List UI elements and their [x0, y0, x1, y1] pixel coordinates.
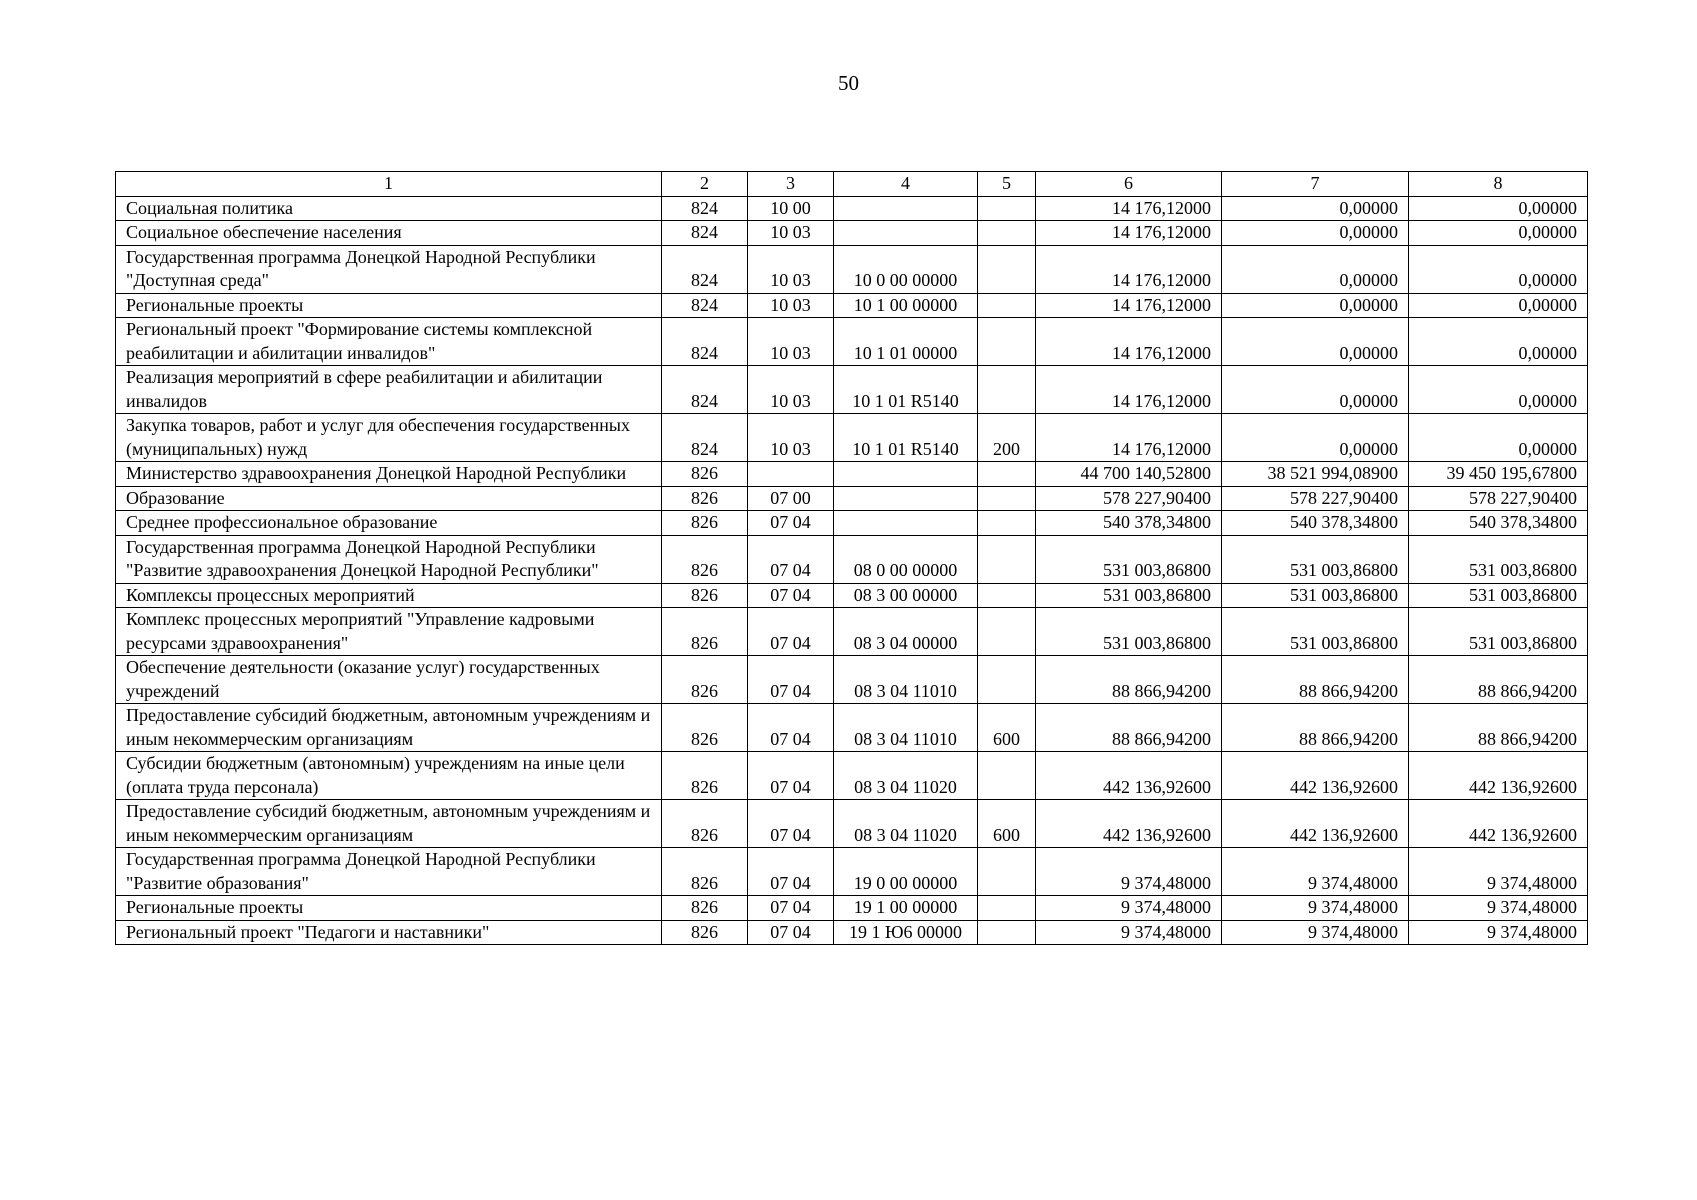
cell-amount-year-2: 442 136,92600: [1222, 752, 1409, 800]
cell-section-code: 07 04: [748, 800, 834, 848]
table-row: [116, 704, 1588, 752]
cell-amount-year-2: 9 374,48000: [1222, 848, 1409, 896]
cell-amount-year-3: 578 227,90400: [1409, 486, 1588, 511]
table-row: [116, 800, 1588, 848]
cell-section-code: 07 04: [748, 896, 834, 921]
cell-expense-type: [978, 535, 1036, 583]
cell-admin-code: 826: [662, 486, 748, 511]
cell-amount-year-1: 14 176,12000: [1036, 366, 1222, 414]
cell-amount-year-3: 39 450 195,67800: [1409, 462, 1588, 487]
table-row: [116, 896, 1588, 921]
cell-admin-code: 826: [662, 608, 748, 656]
cell-amount-year-1: 9 374,48000: [1036, 896, 1222, 921]
cell-admin-code: 826: [662, 583, 748, 608]
cell-admin-code: 826: [662, 848, 748, 896]
cell-name: Министерство здравоохранения Донецкой Народной Республики: [116, 462, 662, 487]
cell-amount-year-3: 442 136,92600: [1409, 800, 1588, 848]
cell-section-code: 07 04: [748, 583, 834, 608]
cell-amount-year-2: 0,00000: [1222, 318, 1409, 366]
cell-amount-year-3: 9 374,48000: [1409, 896, 1588, 921]
cell-target-article: 19 1 Ю6 00000: [834, 920, 978, 945]
table-row: [116, 535, 1588, 583]
cell-expense-type: [978, 318, 1036, 366]
cell-name: Закупка товаров, работ и услуг для обеспечения государственных (муниципальных) нужд: [116, 414, 662, 462]
column-header: 2: [662, 172, 748, 197]
cell-name: Комплексы процессных мероприятий: [116, 583, 662, 608]
cell-expense-type: [978, 608, 1036, 656]
cell-section-code: 07 04: [748, 848, 834, 896]
cell-expense-type: [978, 486, 1036, 511]
cell-admin-code: 826: [662, 896, 748, 921]
cell-amount-year-3: 442 136,92600: [1409, 752, 1588, 800]
table-row: [116, 196, 1588, 221]
cell-admin-code: 826: [662, 800, 748, 848]
cell-amount-year-2: 0,00000: [1222, 221, 1409, 246]
cell-amount-year-2: 88 866,94200: [1222, 704, 1409, 752]
cell-amount-year-1: 14 176,12000: [1036, 414, 1222, 462]
cell-amount-year-2: 0,00000: [1222, 414, 1409, 462]
cell-name: Реализация мероприятий в сфере реабилитации и абилитации инвалидов: [116, 366, 662, 414]
cell-expense-type: [978, 752, 1036, 800]
cell-amount-year-1: 14 176,12000: [1036, 318, 1222, 366]
cell-name: Предоставление субсидий бюджетным, автономным учреждениям и иным некоммерческим организациям: [116, 800, 662, 848]
cell-target-article: 19 1 00 00000: [834, 896, 978, 921]
cell-amount-year-1: 44 700 140,52800: [1036, 462, 1222, 487]
cell-target-article: [834, 196, 978, 221]
cell-target-article: 08 3 04 11010: [834, 704, 978, 752]
cell-expense-type: [978, 196, 1036, 221]
cell-target-article: 08 3 04 11020: [834, 752, 978, 800]
table-row: [116, 656, 1588, 704]
cell-amount-year-1: 442 136,92600: [1036, 752, 1222, 800]
cell-amount-year-3: 531 003,86800: [1409, 608, 1588, 656]
cell-target-article: 19 0 00 00000: [834, 848, 978, 896]
cell-section-code: 07 04: [748, 752, 834, 800]
cell-section-code: 07 04: [748, 511, 834, 536]
cell-section-code: 07 04: [748, 656, 834, 704]
table-row: [116, 366, 1588, 414]
table-row: [116, 848, 1588, 896]
cell-amount-year-1: 88 866,94200: [1036, 704, 1222, 752]
cell-name: Образование: [116, 486, 662, 511]
budget-table: [115, 171, 1588, 945]
cell-expense-type: [978, 221, 1036, 246]
cell-amount-year-3: 0,00000: [1409, 221, 1588, 246]
table-row: [116, 414, 1588, 462]
cell-section-code: 10 03: [748, 366, 834, 414]
cell-amount-year-2: 0,00000: [1222, 196, 1409, 221]
cell-expense-type: [978, 920, 1036, 945]
cell-amount-year-3: 0,00000: [1409, 366, 1588, 414]
cell-amount-year-2: 88 866,94200: [1222, 656, 1409, 704]
cell-section-code: 10 00: [748, 196, 834, 221]
cell-expense-type: 600: [978, 704, 1036, 752]
cell-amount-year-2: 531 003,86800: [1222, 535, 1409, 583]
table-body: [116, 196, 1588, 945]
cell-target-article: [834, 462, 978, 487]
cell-expense-type: [978, 848, 1036, 896]
cell-name: Социальная политика: [116, 196, 662, 221]
cell-name: Комплекс процессных мероприятий "Управление кадровыми ресурсами здравоохранения": [116, 608, 662, 656]
cell-section-code: 10 03: [748, 293, 834, 318]
cell-section-code: 10 03: [748, 414, 834, 462]
cell-section-code: 10 03: [748, 318, 834, 366]
cell-amount-year-1: 531 003,86800: [1036, 608, 1222, 656]
cell-amount-year-2: 531 003,86800: [1222, 583, 1409, 608]
cell-amount-year-2: 0,00000: [1222, 245, 1409, 293]
cell-admin-code: 824: [662, 318, 748, 366]
cell-section-code: 10 03: [748, 245, 834, 293]
cell-expense-type: [978, 245, 1036, 293]
table-row: [116, 245, 1588, 293]
header-row: [116, 172, 1588, 197]
cell-amount-year-2: 442 136,92600: [1222, 800, 1409, 848]
column-header: 5: [978, 172, 1036, 197]
cell-amount-year-3: 540 378,34800: [1409, 511, 1588, 536]
cell-admin-code: 824: [662, 245, 748, 293]
cell-amount-year-1: 9 374,48000: [1036, 920, 1222, 945]
page-number: 50: [838, 71, 859, 95]
cell-amount-year-2: 578 227,90400: [1222, 486, 1409, 511]
cell-admin-code: 826: [662, 462, 748, 487]
cell-expense-type: [978, 462, 1036, 487]
cell-target-article: 08 0 00 00000: [834, 535, 978, 583]
cell-amount-year-1: 14 176,12000: [1036, 293, 1222, 318]
cell-name: Региональные проекты: [116, 293, 662, 318]
cell-name: Социальное обеспечение населения: [116, 221, 662, 246]
table-row: [116, 486, 1588, 511]
cell-target-article: 08 3 00 00000: [834, 583, 978, 608]
cell-amount-year-3: 9 374,48000: [1409, 920, 1588, 945]
cell-amount-year-2: 0,00000: [1222, 293, 1409, 318]
cell-expense-type: [978, 583, 1036, 608]
cell-amount-year-3: 9 374,48000: [1409, 848, 1588, 896]
cell-amount-year-1: 9 374,48000: [1036, 848, 1222, 896]
cell-name: Предоставление субсидий бюджетным, автономным учреждениям и иным некоммерческим организациям: [116, 704, 662, 752]
table-row: [116, 752, 1588, 800]
cell-amount-year-1: 531 003,86800: [1036, 583, 1222, 608]
cell-name: Государственная программа Донецкой Народной Республики "Развитие здравоохранения Донецкой Народной Республики": [116, 535, 662, 583]
cell-expense-type: [978, 366, 1036, 414]
cell-amount-year-1: 531 003,86800: [1036, 535, 1222, 583]
cell-name: Региональные проекты: [116, 896, 662, 921]
cell-name: Субсидии бюджетным (автономным) учреждениям на иные цели (оплата труда персонала): [116, 752, 662, 800]
cell-admin-code: 826: [662, 752, 748, 800]
cell-admin-code: 824: [662, 221, 748, 246]
cell-admin-code: 824: [662, 366, 748, 414]
cell-amount-year-2: 9 374,48000: [1222, 920, 1409, 945]
cell-target-article: 10 1 01 R5140: [834, 366, 978, 414]
cell-amount-year-1: 14 176,12000: [1036, 221, 1222, 246]
cell-target-article: 08 3 04 11010: [834, 656, 978, 704]
column-header: 1: [116, 172, 662, 197]
cell-amount-year-2: 531 003,86800: [1222, 608, 1409, 656]
cell-admin-code: 826: [662, 511, 748, 536]
cell-amount-year-1: 578 227,90400: [1036, 486, 1222, 511]
cell-target-article: [834, 221, 978, 246]
cell-amount-year-1: 14 176,12000: [1036, 245, 1222, 293]
cell-admin-code: 826: [662, 704, 748, 752]
cell-section-code: [748, 462, 834, 487]
cell-target-article: [834, 486, 978, 511]
table-row: [116, 608, 1588, 656]
cell-section-code: 10 03: [748, 221, 834, 246]
cell-section-code: 07 04: [748, 704, 834, 752]
cell-target-article: [834, 511, 978, 536]
cell-amount-year-3: 0,00000: [1409, 318, 1588, 366]
column-header: 6: [1036, 172, 1222, 197]
cell-amount-year-2: 38 521 994,08900: [1222, 462, 1409, 487]
cell-target-article: 08 3 04 11020: [834, 800, 978, 848]
cell-name: Среднее профессиональное образование: [116, 511, 662, 536]
cell-amount-year-3: 0,00000: [1409, 293, 1588, 318]
cell-section-code: 07 00: [748, 486, 834, 511]
cell-section-code: 07 04: [748, 608, 834, 656]
cell-amount-year-2: 0,00000: [1222, 366, 1409, 414]
cell-amount-year-3: 0,00000: [1409, 414, 1588, 462]
column-header: 4: [834, 172, 978, 197]
cell-amount-year-2: 9 374,48000: [1222, 896, 1409, 921]
cell-amount-year-3: 531 003,86800: [1409, 535, 1588, 583]
table-row: [116, 920, 1588, 945]
cell-admin-code: 824: [662, 414, 748, 462]
cell-name: Государственная программа Донецкой Народной Республики "Развитие образования": [116, 848, 662, 896]
table-row: [116, 462, 1588, 487]
column-header: 8: [1409, 172, 1588, 197]
column-header: 3: [748, 172, 834, 197]
cell-amount-year-3: 0,00000: [1409, 196, 1588, 221]
cell-amount-year-1: 88 866,94200: [1036, 656, 1222, 704]
cell-target-article: 10 0 00 00000: [834, 245, 978, 293]
cell-name: Обеспечение деятельности (оказание услуг) государственных учреждений: [116, 656, 662, 704]
table-row: [116, 221, 1588, 246]
cell-target-article: 10 1 01 R5140: [834, 414, 978, 462]
table-row: [116, 583, 1588, 608]
table-row: [116, 293, 1588, 318]
cell-admin-code: 824: [662, 293, 748, 318]
cell-target-article: 10 1 00 00000: [834, 293, 978, 318]
cell-section-code: 07 04: [748, 535, 834, 583]
cell-expense-type: [978, 896, 1036, 921]
cell-expense-type: [978, 511, 1036, 536]
cell-target-article: 08 3 04 00000: [834, 608, 978, 656]
cell-amount-year-1: 540 378,34800: [1036, 511, 1222, 536]
cell-amount-year-3: 0,00000: [1409, 245, 1588, 293]
cell-expense-type: [978, 293, 1036, 318]
cell-admin-code: 826: [662, 920, 748, 945]
cell-admin-code: 826: [662, 656, 748, 704]
cell-amount-year-3: 88 866,94200: [1409, 704, 1588, 752]
cell-amount-year-2: 540 378,34800: [1222, 511, 1409, 536]
cell-section-code: 07 04: [748, 920, 834, 945]
table-row: [116, 318, 1588, 366]
cell-expense-type: 200: [978, 414, 1036, 462]
cell-amount-year-3: 531 003,86800: [1409, 583, 1588, 608]
cell-name: Государственная программа Донецкой Народной Республики "Доступная среда": [116, 245, 662, 293]
table-row: [116, 511, 1588, 536]
column-header: 7: [1222, 172, 1409, 197]
cell-expense-type: [978, 656, 1036, 704]
cell-expense-type: 600: [978, 800, 1036, 848]
cell-amount-year-3: 88 866,94200: [1409, 656, 1588, 704]
cell-amount-year-1: 442 136,92600: [1036, 800, 1222, 848]
cell-name: Региональный проект "Педагоги и наставники": [116, 920, 662, 945]
cell-admin-code: 824: [662, 196, 748, 221]
cell-name: Региональный проект "Формирование системы комплексной реабилитации и абилитации инвалидов": [116, 318, 662, 366]
cell-amount-year-1: 14 176,12000: [1036, 196, 1222, 221]
cell-admin-code: 826: [662, 535, 748, 583]
cell-target-article: 10 1 01 00000: [834, 318, 978, 366]
